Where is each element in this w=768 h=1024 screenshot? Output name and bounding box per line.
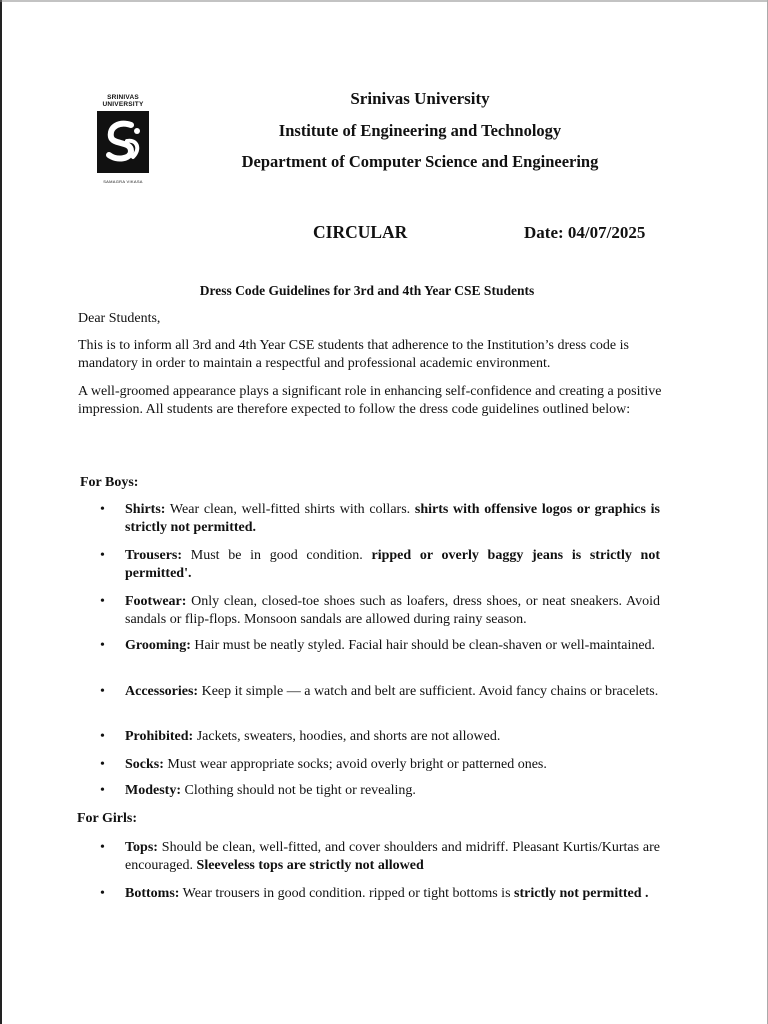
- item-text: Only clean, closed-toe shoes such as loafers, dress shoes, or neat sneakers. Avoid sandals or flip-flops. Monsoon sandals are allowed during rainy season.: [125, 594, 660, 627]
- item-text: Must be in good condition.: [182, 548, 372, 563]
- item-label: Modesty:: [125, 783, 181, 798]
- list-item-body: [125, 782, 660, 800]
- item-emphasis: strictly not permitted .: [514, 886, 649, 901]
- list-item-body: [125, 501, 660, 537]
- item-text: Clothing should not be tight or revealing.: [181, 783, 416, 798]
- bullet-icon: •: [100, 757, 105, 772]
- bullet-icon: •: [100, 729, 105, 744]
- subject-line: Dress Code Guidelines for 3rd and 4th Year CSE Students: [199, 283, 535, 298]
- item-label: Socks:: [125, 757, 164, 772]
- circular-label: CIRCULAR: [313, 222, 408, 242]
- logo-bottom-text: SAMAGRA VIKASA: [103, 179, 143, 184]
- item-text: Should be clean, well-fitted, and cover shoulders and midriff. Pleasant Kurtis/Kurtas are encouraged.: [125, 840, 660, 873]
- item-label: Accessories:: [125, 684, 199, 699]
- girls-heading: For Girls:: [77, 811, 138, 826]
- bullet-icon: •: [100, 886, 105, 901]
- bullet-icon: •: [100, 840, 105, 855]
- logo-text-line2: UNIVERSITY: [102, 101, 144, 108]
- item-text: Hair must be neatly styled. Facial hair should be clean-shaven or well-maintained.: [190, 638, 656, 653]
- paragraph-1: This is to inform all 3rd and 4th Year CSE students that adherence to the Institution’s dress code is mandatory in order to maintain a respectful and professional academic environment.: [78, 338, 629, 371]
- circular-date: Date: 04/07/2025: [524, 223, 646, 242]
- list-item-body: [125, 547, 660, 583]
- list-item-body: [125, 728, 660, 746]
- item-emphasis: ripped or overly baggy jeans is strictly not permitted'.: [125, 548, 660, 581]
- list-item-body: [125, 756, 660, 774]
- item-text: Jackets, sweaters, hoodies, and shorts are not allowed.: [193, 729, 501, 744]
- item-text: Keep it simple — a watch and belt are sufficient. Avoid fancy chains or bracelets.: [198, 684, 659, 699]
- list-item-body: [125, 593, 660, 629]
- bullet-icon: •: [100, 684, 105, 699]
- item-label: Grooming:: [125, 638, 191, 653]
- item-label: Trousers:: [125, 548, 183, 563]
- salutation: Dear Students,: [78, 311, 161, 326]
- bullet-icon: •: [100, 594, 105, 609]
- page-edge-top: [0, 0, 768, 2]
- university-name: Srinivas University: [350, 89, 490, 108]
- list-item-body: [125, 839, 660, 875]
- item-text: Must wear appropriate socks; avoid overly bright or patterned ones.: [163, 757, 547, 772]
- bullet-icon: •: [100, 638, 105, 653]
- list-item-body: [125, 885, 660, 903]
- item-emphasis: shirts with offensive logos or graphics is strictly not permitted.: [125, 502, 660, 535]
- institute-name: Institute of Engineering and Technology: [278, 121, 562, 140]
- paragraph-2: A well-groomed appearance plays a significant role in enhancing self-confidence and creating a positive impression. All students are therefore expected to follow the dress code guidelines outlined below:: [78, 384, 662, 417]
- item-label: Tops:: [125, 840, 158, 855]
- item-label: Footwear:: [125, 594, 187, 609]
- bullet-icon: •: [100, 502, 105, 517]
- item-label: Shirts:: [125, 502, 166, 517]
- item-label: Prohibited:: [125, 729, 194, 744]
- boys-heading: For Boys:: [80, 475, 139, 490]
- list-item-body: [125, 637, 660, 655]
- item-text: Wear trousers in good condition. ripped or tight bottoms is: [179, 886, 515, 901]
- bullet-icon: •: [100, 548, 105, 563]
- department-name: Department of Computer Science and Engineering: [241, 152, 599, 171]
- logo-text-line1: SRINIVAS: [107, 94, 139, 101]
- item-emphasis: Sleeveless tops are strictly not allowed: [196, 858, 424, 873]
- bullet-icon: •: [100, 783, 105, 798]
- item-label: Bottoms:: [125, 886, 180, 901]
- item-text: Wear clean, well-fitted shirts with collars.: [165, 502, 415, 517]
- list-item-body: [125, 683, 660, 701]
